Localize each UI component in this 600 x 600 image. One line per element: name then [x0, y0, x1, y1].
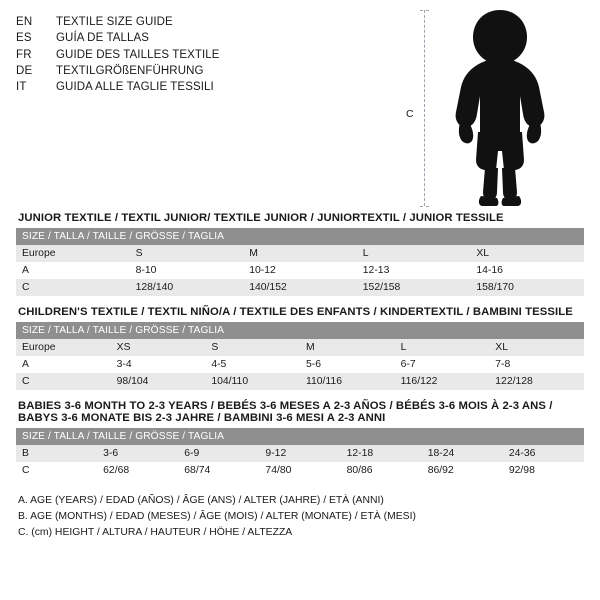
children-size-table	[16, 322, 584, 390]
cell: 158/170	[470, 279, 584, 296]
table-row	[16, 339, 584, 356]
height-dash-cap-bottom	[420, 206, 429, 207]
legend-line: A. AGE (YEARS) / EDAD (AÑOS) / ÂGE (ANS) / ALTER (JAHRE) / ETÀ (ANNI)	[18, 494, 384, 506]
language-title: GUÍA DE TALLAS	[56, 32, 150, 45]
cell: XS	[111, 339, 206, 356]
cell: 68/74	[178, 462, 259, 479]
cell: 9-12	[259, 445, 340, 462]
section-babies	[16, 400, 584, 479]
language-code: DE	[16, 64, 33, 77]
row-label: Europe	[16, 245, 130, 262]
section-title: JUNIOR TEXTILE / TEXTIL JUNIOR/ TEXTILE JUNIOR / JUNIORTEXTIL / JUNIOR TESSILE	[18, 211, 504, 224]
table-header-label: SIZE / TALLA / TAILLE / GRÖSSE / TAGLIA	[16, 228, 584, 245]
section-title: BABIES 3-6 MONTH TO 2-3 YEARS / BEBÉS 3-6 MESES A 2-3 AÑOS / BÉBÉS 3-6 MOIS À 2-3 ANS / BABYS 3-6 MONATE BIS 2-3 JAHRE / BAMBINI 3-6 MESI A 2-3 ANNI	[18, 399, 553, 424]
cell: 7-8	[489, 356, 584, 373]
row-label: C	[16, 373, 111, 390]
table-header-label: SIZE / TALLA / TAILLE / GRÖSSE / TAGLIA	[16, 428, 584, 445]
cell: 14-16	[470, 262, 584, 279]
cell: 122/128	[489, 373, 584, 390]
table-row	[16, 245, 584, 262]
section-children	[16, 306, 584, 390]
row-label: C	[16, 462, 97, 479]
language-row	[16, 63, 336, 79]
toddler-silhouette-icon	[440, 8, 560, 208]
cell: 3-4	[111, 356, 206, 373]
row-label: A	[16, 356, 111, 373]
table-row	[16, 322, 584, 339]
cell: L	[395, 339, 490, 356]
table-row	[16, 428, 584, 445]
language-row	[16, 30, 336, 46]
legend-line: B. AGE (MONTHS) / EDAD (MESES) / ÂGE (MOIS) / ALTER (MONATE) / ETÀ (MESI)	[18, 510, 416, 522]
cell: S	[205, 339, 300, 356]
language-code: FR	[16, 48, 32, 61]
cell: XL	[489, 339, 584, 356]
cell: 110/116	[300, 373, 395, 390]
cell: 98/104	[111, 373, 206, 390]
cell: 92/98	[503, 462, 584, 479]
cell: 152/158	[357, 279, 471, 296]
language-row	[16, 79, 336, 95]
table-row	[16, 356, 584, 373]
cell: 74/80	[259, 462, 340, 479]
cell: 140/152	[243, 279, 357, 296]
table-row	[16, 445, 584, 462]
legend-block	[18, 493, 584, 541]
babies-size-table	[16, 428, 584, 479]
language-code: IT	[16, 81, 27, 94]
language-title: GUIDE DES TAILLES TEXTILE	[56, 48, 220, 61]
cell: 80/86	[341, 462, 422, 479]
cell: 62/68	[97, 462, 178, 479]
section-title: CHILDREN'S TEXTILE / TEXTIL NIÑO/A / TEXTILE DES ENFANTS / KINDERTEXTIL / BAMBINI TESSILE	[18, 305, 573, 318]
language-title-block	[16, 14, 336, 96]
language-title: GUIDA ALLE TAGLIE TESSILI	[56, 81, 214, 94]
cell: 12-13	[357, 262, 471, 279]
cell: 18-24	[422, 445, 503, 462]
cell: 86/92	[422, 462, 503, 479]
language-title: TEXTILGRÖßENFÜHRUNG	[56, 64, 204, 77]
language-title: TEXTILE SIZE GUIDE	[56, 16, 173, 28]
language-code: ES	[16, 32, 32, 45]
cell: L	[357, 245, 471, 262]
table-header-label: SIZE / TALLA / TAILLE / GRÖSSE / TAGLIA	[16, 322, 584, 339]
language-row	[16, 47, 336, 63]
cell: 3-6	[97, 445, 178, 462]
measure-label: C	[406, 108, 414, 120]
cell: 12-18	[341, 445, 422, 462]
cell: M	[300, 339, 395, 356]
cell: 5-6	[300, 356, 395, 373]
cell: 6-7	[395, 356, 490, 373]
row-label: C	[16, 279, 130, 296]
row-label: Europe	[16, 339, 111, 356]
section-junior	[16, 212, 584, 296]
measurement-figure	[406, 8, 582, 208]
cell: 6-9	[178, 445, 259, 462]
table-row	[16, 262, 584, 279]
cell: 104/110	[205, 373, 300, 390]
cell: 8-10	[130, 262, 244, 279]
height-dash-cap-top	[420, 10, 429, 11]
cell: M	[243, 245, 357, 262]
table-row	[16, 462, 584, 479]
cell: 4-5	[205, 356, 300, 373]
row-label: B	[16, 445, 97, 462]
table-row	[16, 279, 584, 296]
row-label: A	[16, 262, 130, 279]
cell: 24-36	[503, 445, 584, 462]
table-row	[16, 228, 584, 245]
cell: 128/140	[130, 279, 244, 296]
cell: S	[130, 245, 244, 262]
height-dashed-line	[424, 10, 425, 206]
cell: XL	[470, 245, 584, 262]
table-row	[16, 373, 584, 390]
legend-line: C. (cm) HEIGHT / ALTURA / HAUTEUR / HÖHE / ALTEZZA	[18, 526, 293, 538]
cell: 116/122	[395, 373, 490, 390]
language-row	[16, 14, 336, 30]
cell: 10-12	[243, 262, 357, 279]
language-code: EN	[16, 16, 33, 28]
junior-size-table	[16, 228, 584, 296]
